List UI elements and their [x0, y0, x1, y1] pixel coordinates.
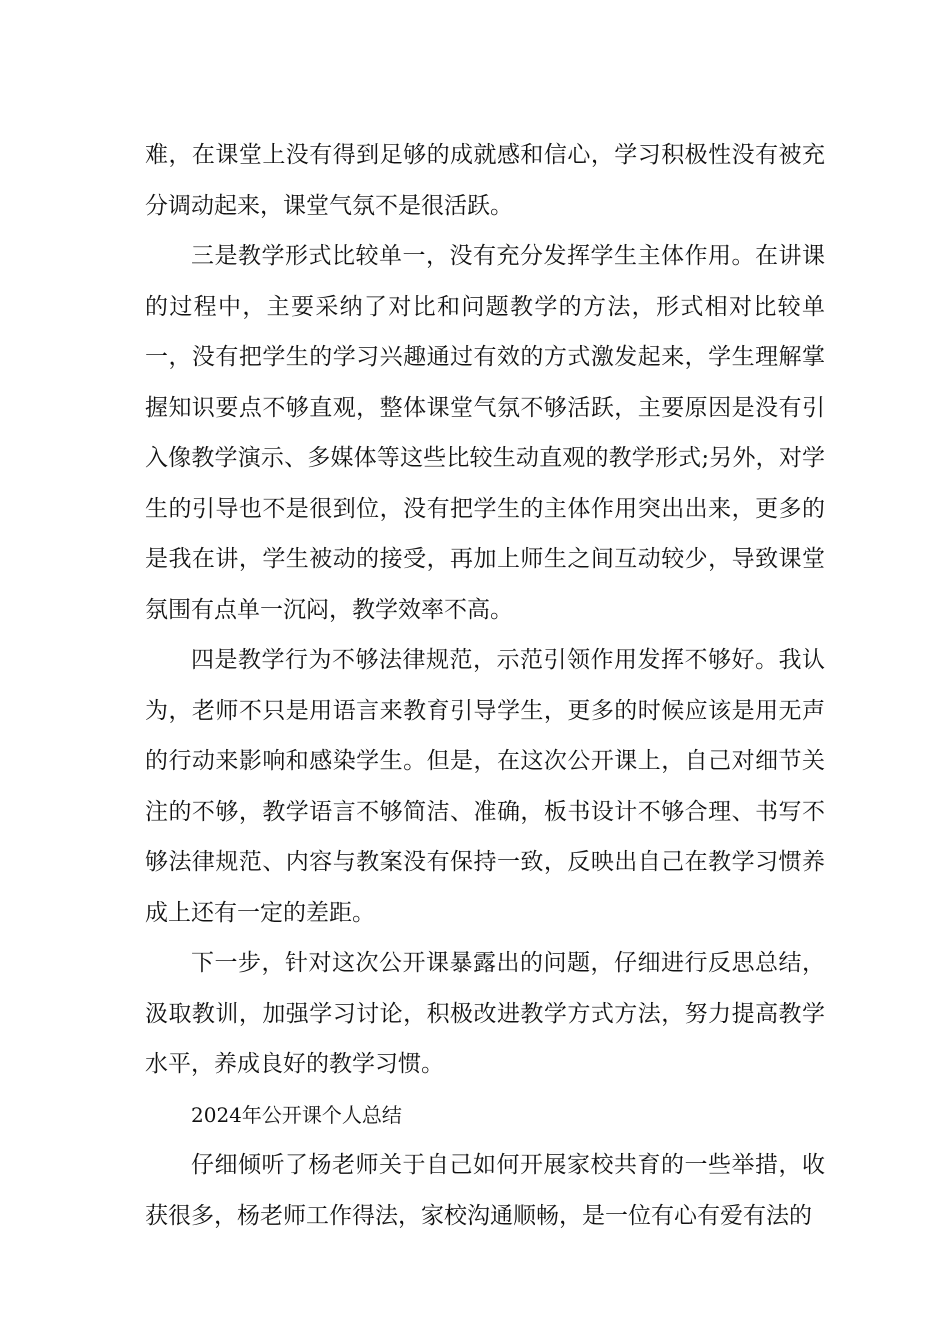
- paragraph-point-four: 四是教学行为不够法律规范，示范引领作用发挥不够好。我认为，老师不只是用语言来教育引导学生，更多的时候应该是用无声的行动来影响和感染学生。但是，在这次公开课上，自己对细节关注的不够，教学语言不够简洁、准确，板书设计不够合理、书写不够法律规范、内容与教案没有保持一致，反映出自己在教学习惯养成上还有一定的差距。: [145, 647, 825, 926]
- document-body: [145, 130, 825, 1241]
- section-heading: 2024年公开课个人总结: [191, 1102, 402, 1127]
- paragraph-next-step: 下一步，针对这次公开课暴露出的问题，仔细进行反思总结，汲取教训，加强学习讨论，积极改进教学方式方法，努力提高教学水平，养成良好的教学习惯。: [145, 950, 825, 1077]
- paragraph-summary-start: 仔细倾听了杨老师关于自己如何开展家校共育的一些举措，收获很多，杨老师工作得法，家校沟通顺畅，是一位有心有爱有法的: [145, 1152, 825, 1229]
- paragraph-point-three: 三是教学形式比较单一，没有充分发挥学生主体作用。在讲课的过程中，主要采纳了对比和问题教学的方法，形式相对比较单一，没有把学生的学习兴趣通过有效的方式激发起来，学生理解掌握知识要点不够直观，整体课堂气氛不够活跃，主要原因是没有引入像教学演示、多媒体等这些比较生动直观的教学形式;另外，对学生的引导也不是很到位，没有把学生的主体作用突出出来，更多的是我在讲，学生被动的接受，再加上师生之间互动较少，导致课堂氛围有点单一沉闷，教学效率不高。: [145, 243, 825, 623]
- paragraph-continuation: 难，在课堂上没有得到足够的成就感和信心，学习积极性没有被充分调动起来，课堂气氛不是很活跃。: [145, 142, 825, 219]
